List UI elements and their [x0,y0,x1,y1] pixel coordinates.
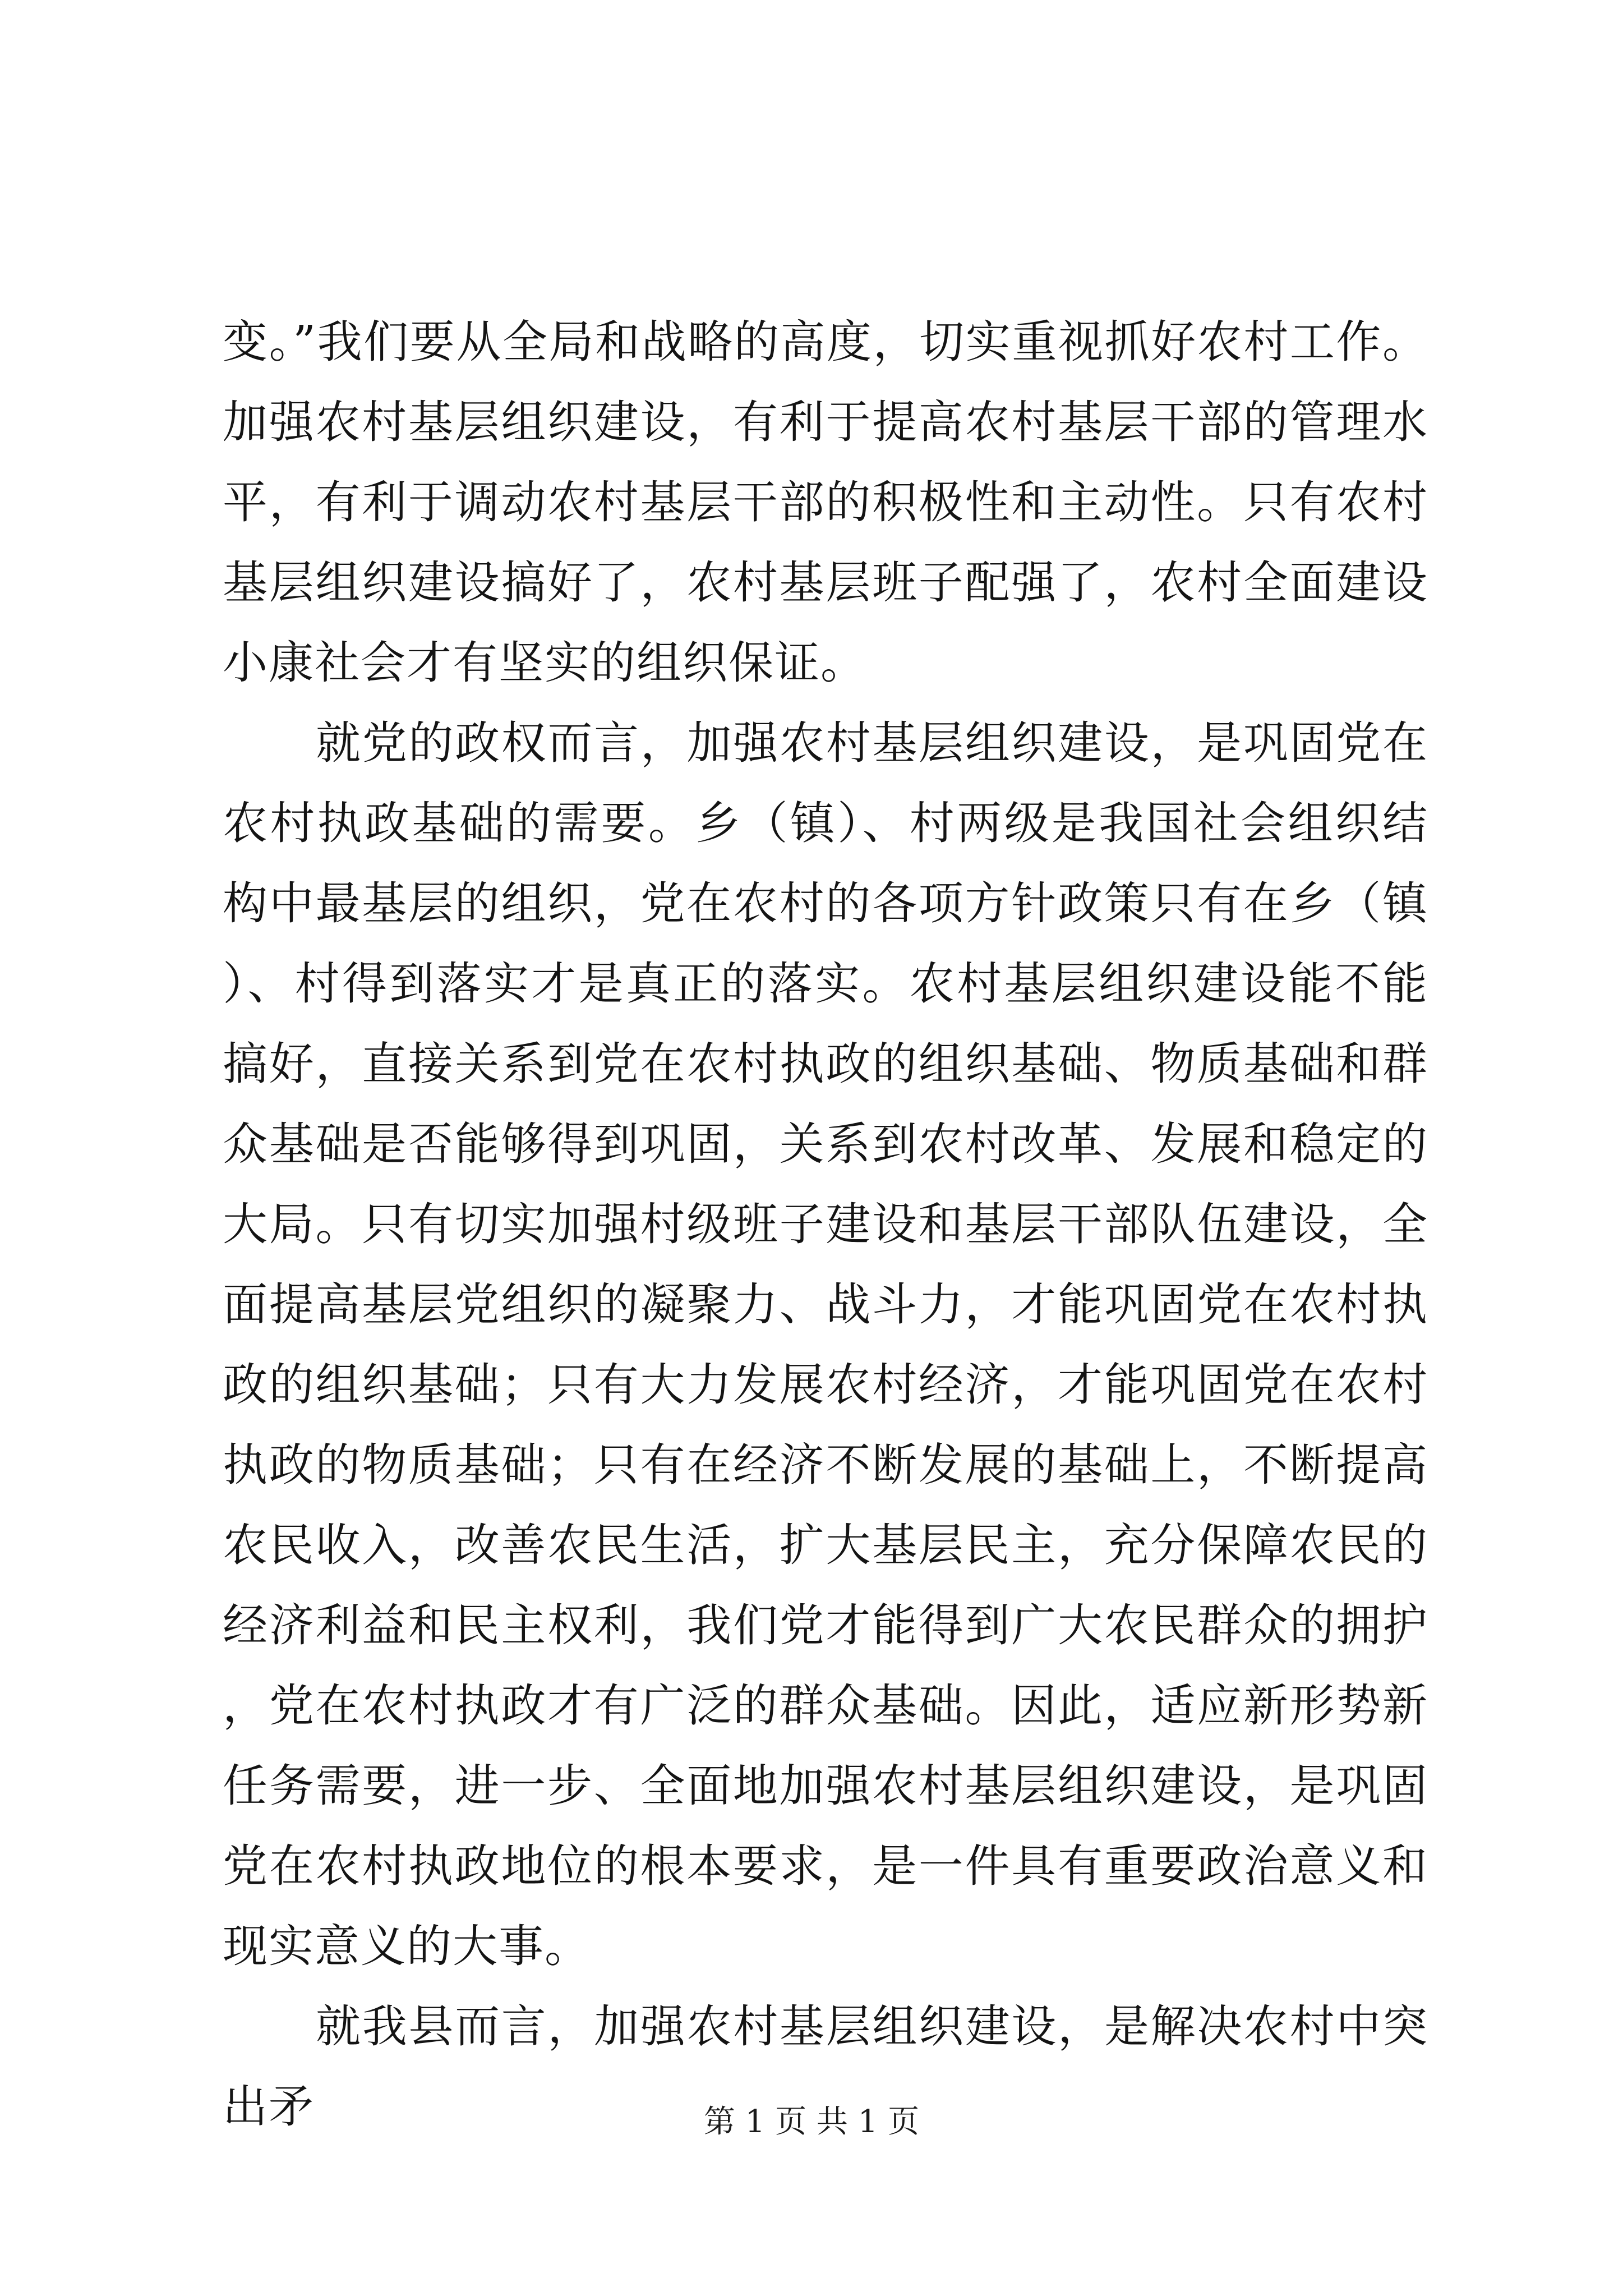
paragraph-party-governance: 就党的政权而言，加强农村基层组织建设，是巩固党在农村执政基础的需要。乡（镇）、村两级是我国社会组织结构中最基层的组织，党在农村的各项方针政策只有在乡（镇）、村得到落实才是真正的落实。农村基层组织建设能不能搞好，直接关系到党在农村执政的组织基础、物质基础和群众基础是否能够得到巩固，关系到农村改革、发展和稳定的大局。只有切实加强村级班子建设和基层干部队伍建设，全面提高基层党组织的凝聚力、战斗力，才能巩固党在农村执政的组织基础；只有大力发展农村经济，才能巩固党在农村执政的物质基础；只有在经济不断发展的基础上，不断提高农民收入，改善农民生活，扩大基层民主，充分保障农民的经济利益和民主权利，我们党才能得到广大农民群众的拥护，党在农村执政才有广泛的群众基础。因此，适应新形势新任务需要，进一步、全面地加强农村基层组织建设，是巩固党在农村执政地位的根本要求，是一件具有重要政治意义和现实意义的大事。 [223,717,1428,1972]
paragraph-continued: 变。”我们要从全局和战略的高度，切实重视抓好农村工作。加强农村基层组织建设，有利于提高农村基层干部的管理水平，有利于调动农村基层干部的积极性和主动性。只有农村基层组织建设搞好了，农村基层班子配强了，农村全面建设小康社会才有坚实的组织保证。 [223,316,1428,689]
page-number-footer: 第 1 页 共 1 页 [703,2104,920,2140]
paragraph-county: 就我县而言，加强农村基层组织建设，是解决农村中突出矛 [223,2000,1428,2133]
body-text [223,302,1428,2147]
